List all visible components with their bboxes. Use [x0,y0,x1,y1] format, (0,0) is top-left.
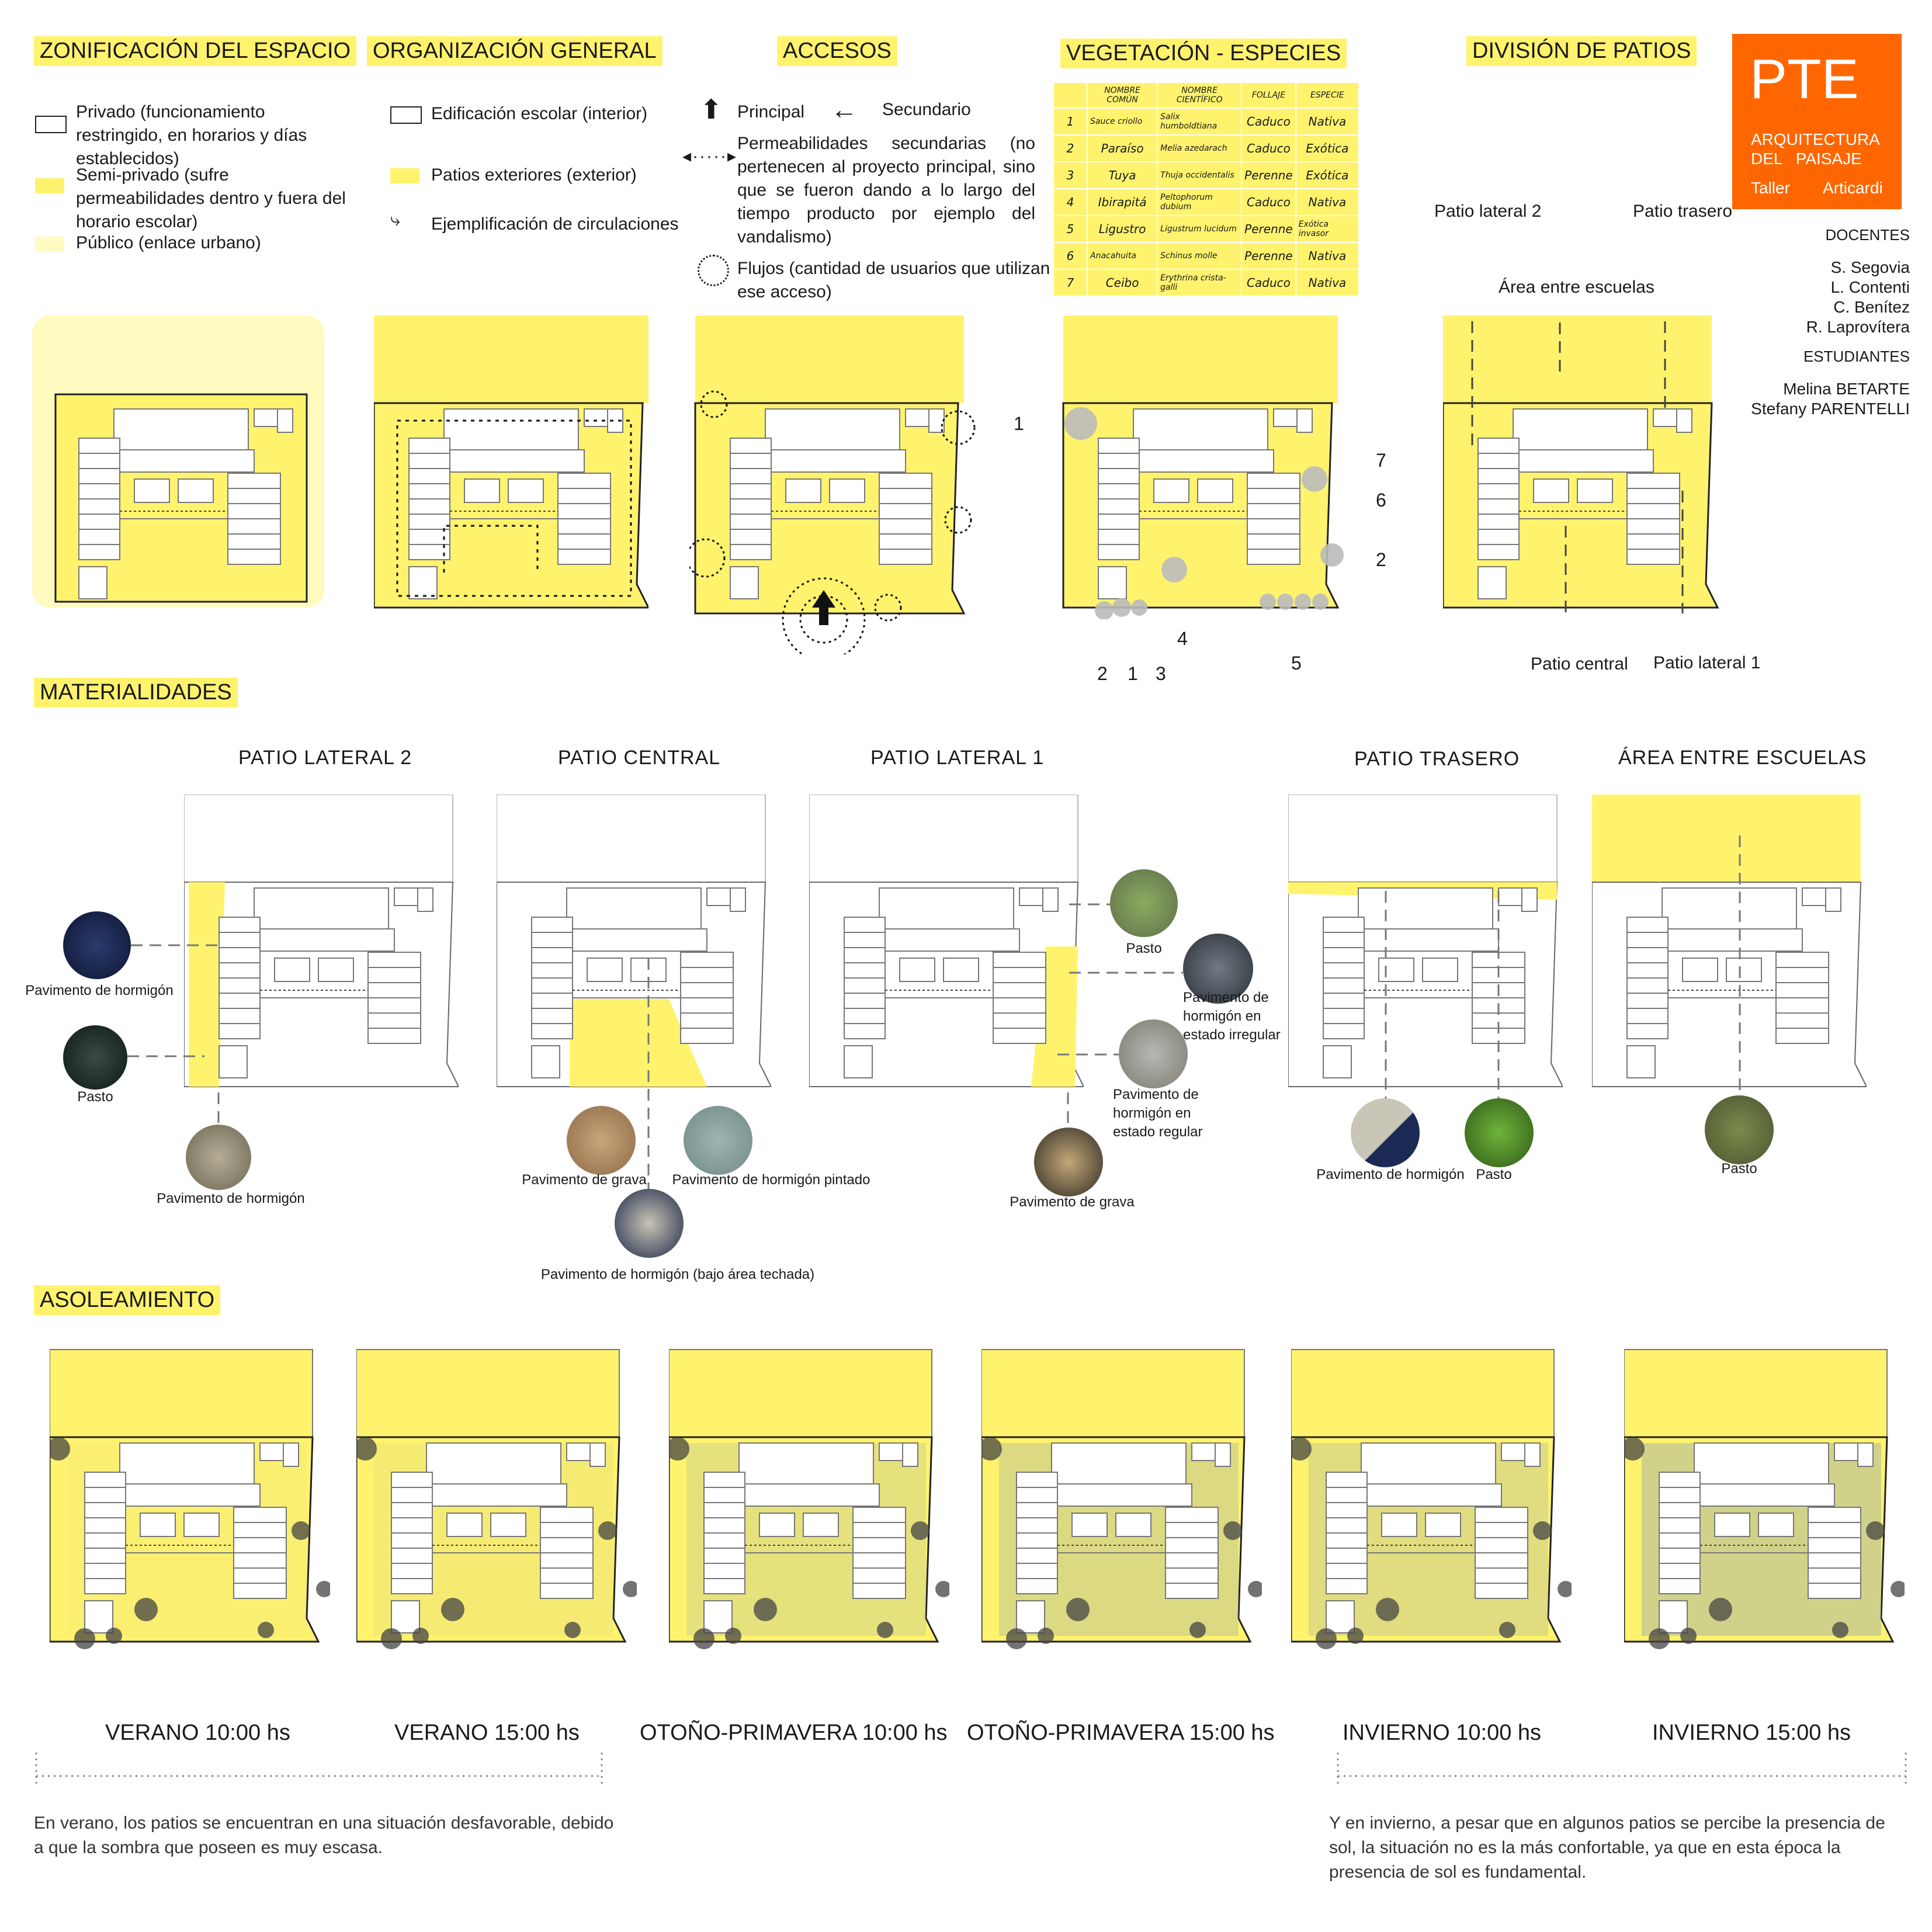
flow-circle-icon [698,255,729,286]
pte-logo-box [1732,34,1902,209]
division-label-central: Patio central [1531,654,1628,674]
cell: Caduco [1241,108,1296,135]
veg-label-4: 4 [1177,628,1188,649]
sun-plan-6 [1624,1344,1905,1671]
table-row [1053,216,1359,242]
estudiante-2: Stefany PARENTELLI [1751,400,1910,418]
season-label-1: VERANO 10:00 hs [105,1721,290,1745]
legend-flujos: Flujos (cantidad de usuarios que utilizan ese acceso) [737,259,1050,301]
cell: 3 [1053,162,1087,189]
cell: Exótica [1296,162,1359,189]
docente-2: L. Contenti [1830,278,1910,296]
cell: Sauce criollo [1087,108,1157,135]
season-label-2: VERANO 15:00 hs [394,1721,580,1745]
pte-line2: DEL PAISAJE [1751,150,1862,168]
material-pasto-photo [1465,1098,1534,1167]
legend-secundario: Secundario [882,100,971,119]
swatch-patios [390,168,419,183]
mat-caption: Pasto [1721,1161,1757,1177]
legend-circulaciones: Ejemplificación de circulaciones [431,214,679,234]
veg-label-6: 6 [1376,490,1386,511]
cell: Ligustrum lucidum [1157,216,1241,242]
material-grava-photo [1034,1128,1103,1196]
arrow-up-icon: ⬆ [700,94,723,124]
title-accesos: ACCESOS [777,36,897,66]
cell: Paraíso [1087,135,1157,162]
cell: Caduco [1241,135,1296,162]
table-row [1053,269,1359,296]
mat-caption: Pavimento de hormigón [157,1191,305,1206]
mat-plan-ae [1592,795,1867,1098]
pte-line1: ARQUITECTURA [1751,130,1880,148]
swatch-privado [35,116,67,133]
mat-caption: Pavimento de hormigón [1316,1167,1465,1182]
cell: Nativa [1296,242,1359,269]
cell: Exótica invasor [1296,216,1359,242]
note-verano: En verano, los patios se encuentran en una situación desfavorable, debido a que la sombra que poseen es muy escasa. [34,1813,614,1857]
mat-header-ae: ÁREA ENTRE ESCUELAS [1618,747,1867,769]
pte-taller: Taller [1751,179,1790,197]
cell: Ceibo [1087,269,1157,296]
mat-caption: Pavimento de hormigón [25,983,174,998]
mat-caption: Pasto [1126,941,1162,956]
title-division: DIVISIÓN DE PATIOS [1466,36,1697,66]
season-label-5: INVIERNO 10:00 hs [1343,1721,1542,1745]
plan-zonificacion [32,315,324,608]
plan-accesos [689,315,981,654]
cell: Nativa [1296,189,1359,216]
material-hormigon-photo [186,1125,251,1190]
cell: Caduco [1241,189,1296,216]
veg-label-2b: 2 [1376,549,1386,570]
docente-1: S. Segovia [1830,258,1910,276]
mat-header-pc: PATIO CENTRAL [558,747,721,769]
dashed-arrow-icon: ◂·····▸ [682,147,738,166]
season-label-3: OTOÑO-PRIMAVERA 10:00 hs [640,1721,948,1745]
cell: Perenne [1241,162,1296,189]
division-label-trasero: Patio trasero [1633,202,1733,221]
legend-edificacion: Edificación escolar (interior) [431,104,648,123]
veg-h2: NOMBRE CIENTÍFICO [1157,82,1241,108]
cell: Ibirapitá [1087,189,1157,216]
title-vegetacion: VEGETACIÓN - ESPECIES [1060,39,1347,68]
mat-caption: Pavimento de hormigón en estado regular [1113,1087,1203,1140]
mat-header-pl1: PATIO LATERAL 1 [870,747,1045,769]
mat-caption: Pasto [77,1089,113,1105]
material-pasto-photo [1110,869,1178,937]
cell: Melia azedarach [1157,135,1241,162]
plan-organizacion [374,315,648,619]
cell: Peltophorum dubium [1157,189,1241,216]
legend-privado: Privado (funcionamiento restringido, en horarios y días establecidos) [76,102,307,168]
cell: 7 [1053,269,1087,296]
sun-plans-row [0,1344,1932,1671]
table-row [1053,108,1359,135]
sun-plan-1 [50,1344,330,1671]
material-hormigon-regular-photo [1119,1019,1188,1088]
material-pasto-photo [1705,1095,1774,1164]
swatch-edificacion [390,106,422,124]
division-label-pl1: Patio lateral 1 [1653,653,1761,672]
material-hormigon-photo [63,911,131,979]
sun-plan-2 [356,1344,637,1671]
title-zonificacion: ZONIFICACIÓN DEL ESPACIO [34,36,356,66]
cell: Nativa [1296,108,1359,135]
swatch-semi [35,178,64,193]
veg-label-1: 1 [1014,413,1024,434]
cell: Caduco [1241,269,1296,296]
cell: 4 [1053,189,1087,216]
veg-h4: ESPECIE [1296,82,1359,108]
legend-principal: Principal [737,102,805,122]
mat-header-pt: PATIO TRASERO [1354,748,1520,770]
cell: Salix humboldtiana [1157,108,1241,135]
mat-caption: Pasto [1476,1167,1512,1182]
mat-caption: Pavimento de grava [522,1172,647,1188]
cell: Perenne [1241,242,1296,269]
vegetation-table [1053,82,1359,297]
docente-4: R. Laprovítera [1806,318,1910,336]
mat-caption: Pavimento de grava [1010,1194,1135,1210]
season-brackets [0,1747,1932,1794]
table-row [1053,162,1359,189]
cell: Tuya [1087,162,1157,189]
legend-permeabilidades: Permeabilidades secundarias (no pertenecen al proyecto principal, sino que se fueron dando a lo largo del tiempo producto por ejemplo del vandalismo) [737,134,1035,247]
arrow-left-icon: ← [831,94,858,124]
cell: Nativa [1296,269,1359,296]
veg-h3: FOLLAJE [1241,82,1296,108]
estudiantes-title: ESTUDIANTES [1803,348,1910,365]
material-hormigon-pintado-photo [684,1106,752,1175]
mat-plan-pl2 [184,795,459,1098]
division-label-area: Área entre escuelas [1499,278,1654,297]
season-label-6: INVIERNO 15:00 hs [1652,1721,1851,1745]
mat-plan-pl1 [809,795,1084,1098]
cell: Perenne [1241,216,1296,242]
veg-h1: NOMBRE COMÚN [1087,82,1157,108]
veg-h0 [1053,82,1087,108]
material-pasto-photo [63,1025,127,1090]
veg-header-row [1053,82,1359,108]
pte-logo: PTE [1750,48,1859,110]
mat-caption: Pavimento de hormigón (bajo área techada) [540,1267,815,1282]
mat-header-pl2: PATIO LATERAL 2 [238,747,412,769]
veg-label-1b: 1 [1128,663,1138,684]
estudiante-1: Melina BETARTE [1783,380,1910,398]
plan-division [1443,315,1723,613]
title-materialidades: MATERIALIDADES [34,678,238,707]
mat-plan-pc [497,795,771,1098]
swatch-publico [35,237,64,252]
docente-3: C. Benítez [1833,298,1910,316]
material-hormigon-techada-photo [615,1189,684,1258]
table-row [1053,189,1359,216]
veg-label-3: 3 [1156,663,1166,684]
mat-caption: Pavimento de hormigón en estado irregular [1183,990,1281,1043]
mat-caption: Pavimento de hormigón pintado [672,1172,870,1188]
veg-label-2: 2 [1097,663,1108,684]
material-grava-photo [567,1106,636,1175]
material-hormigon-photo [1351,1098,1420,1167]
veg-label-5: 5 [1291,653,1302,674]
cell: 6 [1053,242,1087,269]
cell: 1 [1053,108,1087,135]
division-label-pl2: Patio lateral 2 [1434,202,1542,221]
cell: Erythrina crista-galli [1157,269,1241,296]
legend-patios: Patios exteriores (exterior) [431,165,637,185]
docentes-title: DOCENTES [1825,226,1910,244]
circulation-arrow-icon: ⤷ [390,210,400,230]
cell: Anacahuita [1087,242,1157,269]
note-invierno: Y en invierno, a pesar que en algunos patios se percibe la presencia de sol, la situación no es la más confortable, ya que en esta época la presencia de sol es fundamental. [1329,1813,1885,1882]
cell: 2 [1053,135,1087,162]
sun-plan-4 [981,1344,1262,1671]
plan-vegetacion [1057,315,1350,619]
mat-plan-pt [1288,795,1563,1098]
cell: Schinus molle [1157,242,1241,269]
veg-label-7: 7 [1376,450,1386,471]
sun-plan-5 [1291,1344,1572,1671]
pte-articardi: Articardi [1823,179,1883,197]
sun-plan-3 [669,1344,949,1671]
cell: Thuja occidentalis [1157,162,1241,189]
cell: Exótica [1296,135,1359,162]
credits [1751,225,1910,419]
table-row [1053,242,1359,269]
season-label-4: OTOÑO-PRIMAVERA 15:00 hs [967,1721,1275,1745]
legend-publico: Público (enlace urbano) [76,233,261,252]
title-asoleamiento: ASOLEAMIENTO [34,1285,220,1315]
title-organizacion: ORGANIZACIÓN GENERAL [367,36,663,66]
cell: Ligustro [1087,216,1157,242]
table-row [1053,135,1359,162]
cell: 5 [1053,216,1087,242]
legend-semi: Semi-privado (sufre permeabilidades dentro y fuera del horario escolar) [76,165,346,231]
